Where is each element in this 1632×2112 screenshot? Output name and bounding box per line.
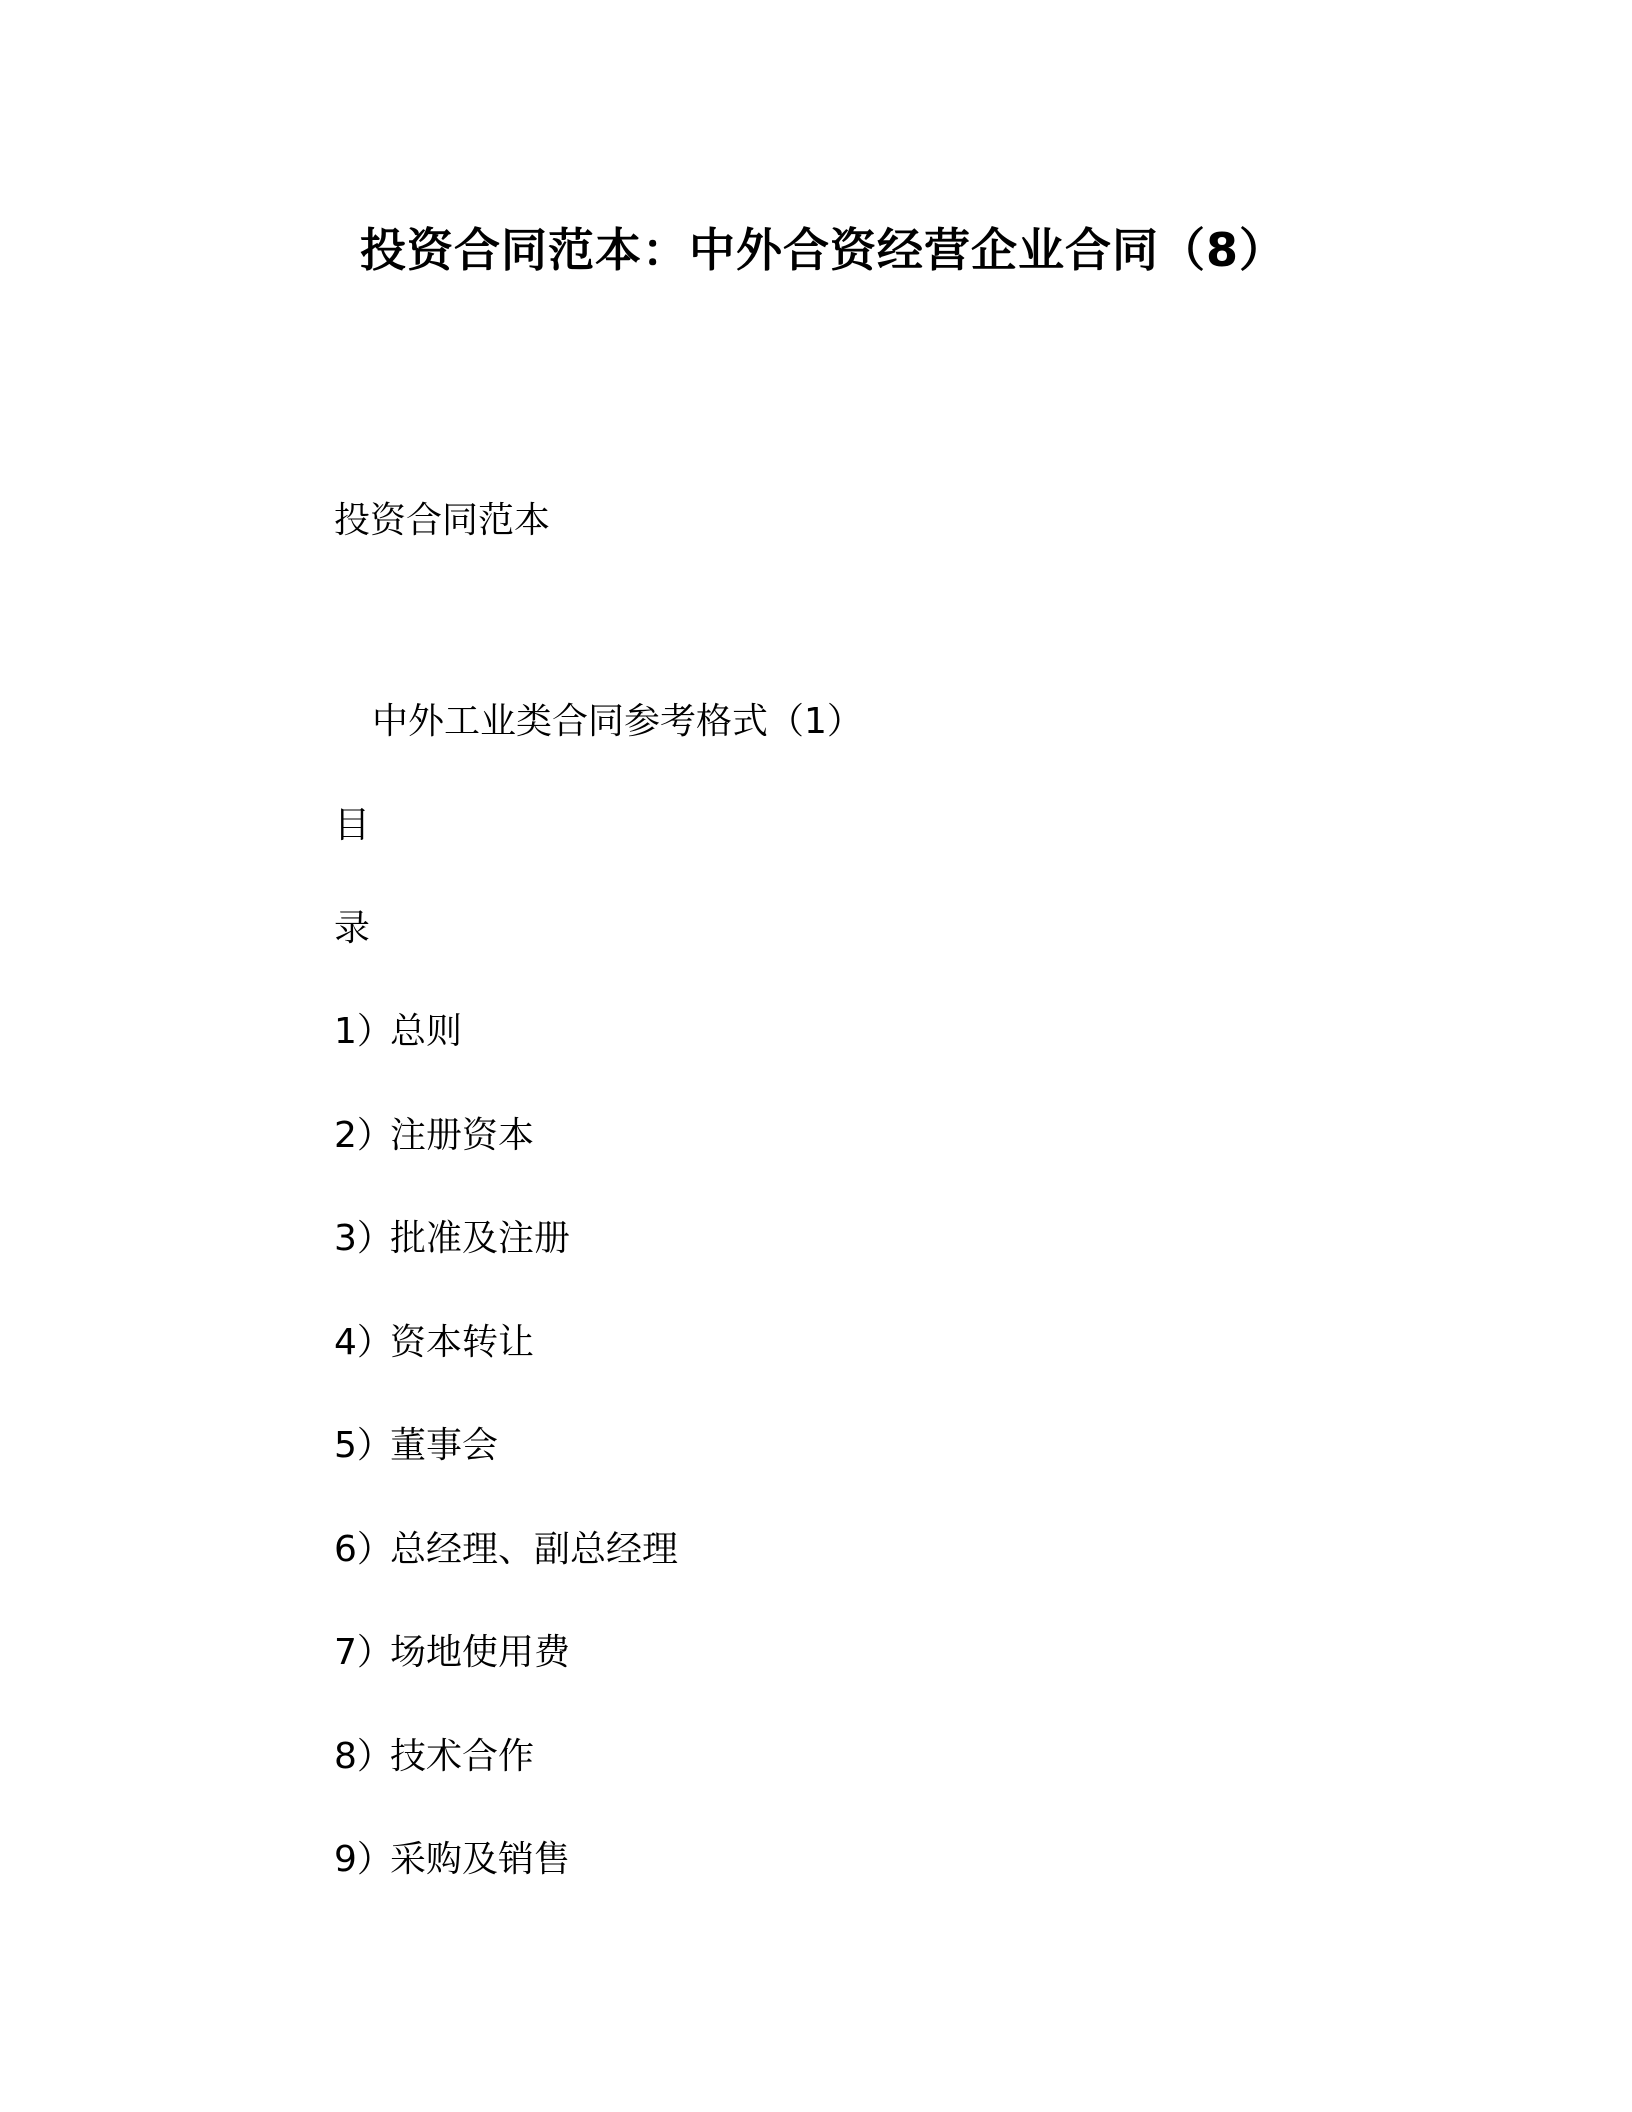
toc-item <box>334 1733 678 1837</box>
toc-item-number: 2） <box>334 1114 393 1156</box>
toc-item-text: 注册资本 <box>390 1114 535 1156</box>
toc-item <box>334 1008 678 1112</box>
toc-item <box>334 1629 678 1733</box>
toc-item-text: 采购及销售 <box>390 1839 571 1880</box>
toc-label-mu: 目 <box>334 805 371 846</box>
toc-item <box>334 1836 678 1940</box>
toc-item-text: 场地使用费 <box>390 1632 571 1673</box>
toc-item-number: 4） <box>334 1321 393 1363</box>
toc-item-number: 5） <box>334 1425 393 1466</box>
section-heading: 中外工业类合同参考格式（1） <box>372 701 863 742</box>
toc-item-text: 技术合作 <box>390 1735 535 1777</box>
document-subtitle: 投资合同范本 <box>334 500 551 541</box>
toc-item-text: 总经理、副总经理 <box>390 1528 679 1570</box>
toc-item <box>334 1112 678 1216</box>
toc-item-number: 7） <box>334 1632 393 1673</box>
toc-item-number: 3） <box>334 1218 393 1259</box>
toc-item-number: 6） <box>334 1528 393 1570</box>
toc-item-text: 董事会 <box>390 1425 499 1466</box>
toc-item-number: 9） <box>334 1839 393 1880</box>
toc-label-lu: 录 <box>334 908 371 949</box>
toc-item <box>334 1526 678 1630</box>
toc-item-text: 批准及注册 <box>390 1218 571 1259</box>
table-of-contents <box>334 1008 678 1940</box>
toc-item-text: 总则 <box>390 1011 463 1052</box>
toc-item <box>334 1319 678 1423</box>
toc-item-text: 资本转让 <box>390 1321 535 1363</box>
toc-item-number: 8） <box>334 1735 393 1777</box>
toc-item-number: 1） <box>334 1011 393 1052</box>
toc-item <box>334 1215 678 1319</box>
toc-item <box>334 1422 678 1526</box>
document-title: 投资合同范本：中外合资经营企业合同（8） <box>360 223 1287 277</box>
